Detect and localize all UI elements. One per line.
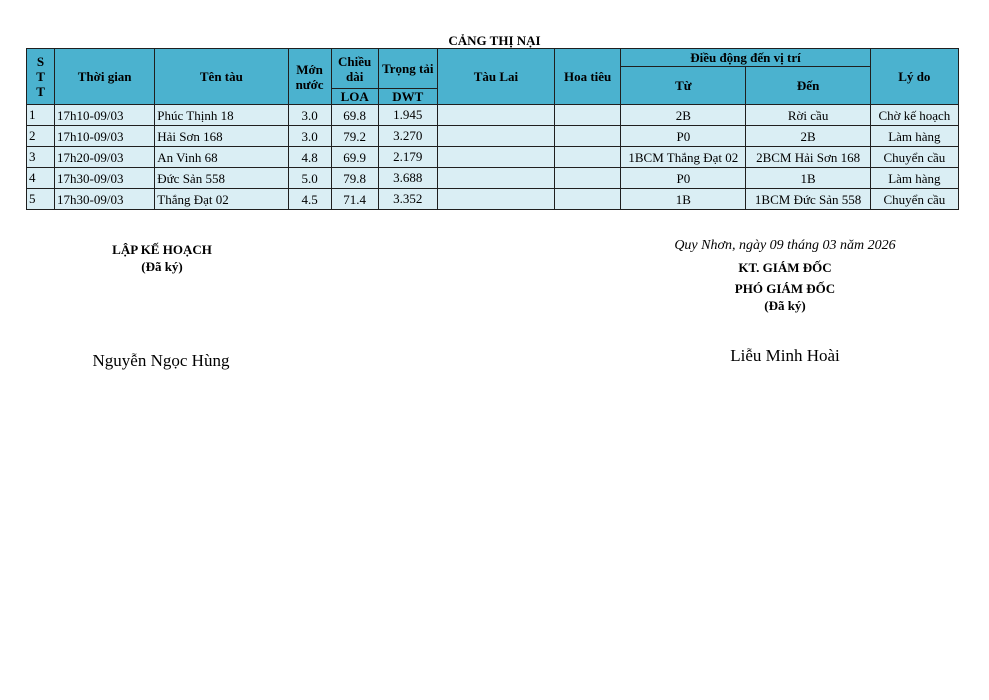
header-length: Chiều dài: [331, 49, 378, 89]
header-tonnage-unit: DWT: [378, 89, 437, 105]
cell-time: 17h20-09/03: [55, 147, 155, 168]
cell-ship-name: Phúc Thịnh 18: [155, 105, 288, 126]
cell-draft: 5.0: [288, 168, 331, 189]
cell-from: P0: [621, 168, 746, 189]
director-signed-status: (Đã ký): [764, 298, 806, 313]
table-row: [27, 168, 959, 189]
director-name: Liễu Minh Hoài: [730, 346, 840, 365]
cell-to: 1BCM Đức Sản 558: [746, 189, 870, 210]
cell-time: 17h10-09/03: [55, 105, 155, 126]
table-row: [27, 189, 959, 210]
cell-dwt: 1.945: [378, 105, 437, 126]
cell-tug: [437, 168, 554, 189]
cell-draft: 4.5: [288, 189, 331, 210]
cell-pilot: [555, 147, 621, 168]
cell-to: Rời cầu: [746, 105, 870, 126]
cell-dwt: 3.352: [378, 189, 437, 210]
cell-pilot: [555, 168, 621, 189]
cell-time: 17h10-09/03: [55, 126, 155, 147]
cell-stt: 1: [27, 105, 55, 126]
cell-reason: Làm hàng: [870, 168, 958, 189]
cell-ship-name: Thắng Đạt 02: [155, 189, 288, 210]
planner-role: LẬP KẾ HOẠCH: [112, 242, 212, 257]
cell-from: 1BCM Thắng Đạt 02: [621, 147, 746, 168]
cell-draft: 4.8: [288, 147, 331, 168]
director-role: KT. GIÁM ĐỐC: [738, 260, 832, 275]
table-row: [27, 147, 959, 168]
cell-reason: Làm hàng: [870, 126, 958, 147]
planner-name: Nguyễn Ngọc Hùng: [92, 351, 230, 370]
header-draft: Mớn nước: [288, 49, 331, 105]
cell-reason: Chuyển cầu: [870, 189, 958, 210]
cell-loa: 79.8: [331, 168, 378, 189]
cell-ship-name: Đức Sản 558: [155, 168, 288, 189]
cell-stt: 4: [27, 168, 55, 189]
cell-loa: 79.2: [331, 126, 378, 147]
cell-tug: [437, 105, 554, 126]
cell-loa: 69.8: [331, 105, 378, 126]
header-tonnage: Trọng tải: [378, 49, 437, 89]
cell-loa: 69.9: [331, 147, 378, 168]
cell-to: 2BCM Hải Sơn 168: [746, 147, 870, 168]
cell-pilot: [555, 105, 621, 126]
deputy-director-role: PHÓ GIÁM ĐỐC: [734, 281, 836, 296]
header-from: Từ: [621, 67, 746, 105]
table-row: [27, 105, 959, 126]
cell-ship-name: An Vinh 68: [155, 147, 288, 168]
signature-block-left: [62, 241, 262, 371]
cell-pilot: [555, 189, 621, 210]
cell-stt: 3: [27, 147, 55, 168]
signature-block-right: [635, 237, 935, 366]
cell-stt: 5: [27, 189, 55, 210]
header-ship-name: Tên tàu: [155, 49, 288, 105]
cell-stt: 2: [27, 126, 55, 147]
cell-time: 17h30-09/03: [55, 168, 155, 189]
cell-from: 1B: [621, 189, 746, 210]
cell-draft: 3.0: [288, 105, 331, 126]
cell-ship-name: Hải Sơn 168: [155, 126, 288, 147]
cell-dwt: 3.270: [378, 126, 437, 147]
header-pilot: Hoa tiêu: [555, 49, 621, 105]
place-date: Quy Nhơn, ngày 09 tháng 03 năm 2026: [674, 238, 896, 253]
cell-from: P0: [621, 126, 746, 147]
header-tug: Tàu Lai: [437, 49, 554, 105]
ship-movement-table: [26, 48, 959, 210]
cell-draft: 3.0: [288, 126, 331, 147]
cell-tug: [437, 126, 554, 147]
header-stt: S T T: [27, 49, 55, 105]
planner-signed-status: (Đã ký): [141, 259, 183, 274]
cell-from: 2B: [621, 105, 746, 126]
cell-loa: 71.4: [331, 189, 378, 210]
cell-tug: [437, 147, 554, 168]
header-reason: Lý do: [870, 49, 958, 105]
header-length-unit: LOA: [331, 89, 378, 105]
cell-dwt: 2.179: [378, 147, 437, 168]
cell-dwt: 3.688: [378, 168, 437, 189]
cell-reason: Chờ kế hoạch: [870, 105, 958, 126]
cell-to: 1B: [746, 168, 870, 189]
header-move-group: Điều động đến vị trí: [621, 49, 871, 67]
cell-time: 17h30-09/03: [55, 189, 155, 210]
cell-pilot: [555, 126, 621, 147]
table-row: [27, 126, 959, 147]
cell-to: 2B: [746, 126, 870, 147]
header-time: Thời gian: [55, 49, 155, 105]
header-to: Đến: [746, 67, 870, 105]
cell-reason: Chuyển cầu: [870, 147, 958, 168]
cell-tug: [437, 189, 554, 210]
document-title: CẢNG THỊ NẠI: [448, 33, 541, 48]
